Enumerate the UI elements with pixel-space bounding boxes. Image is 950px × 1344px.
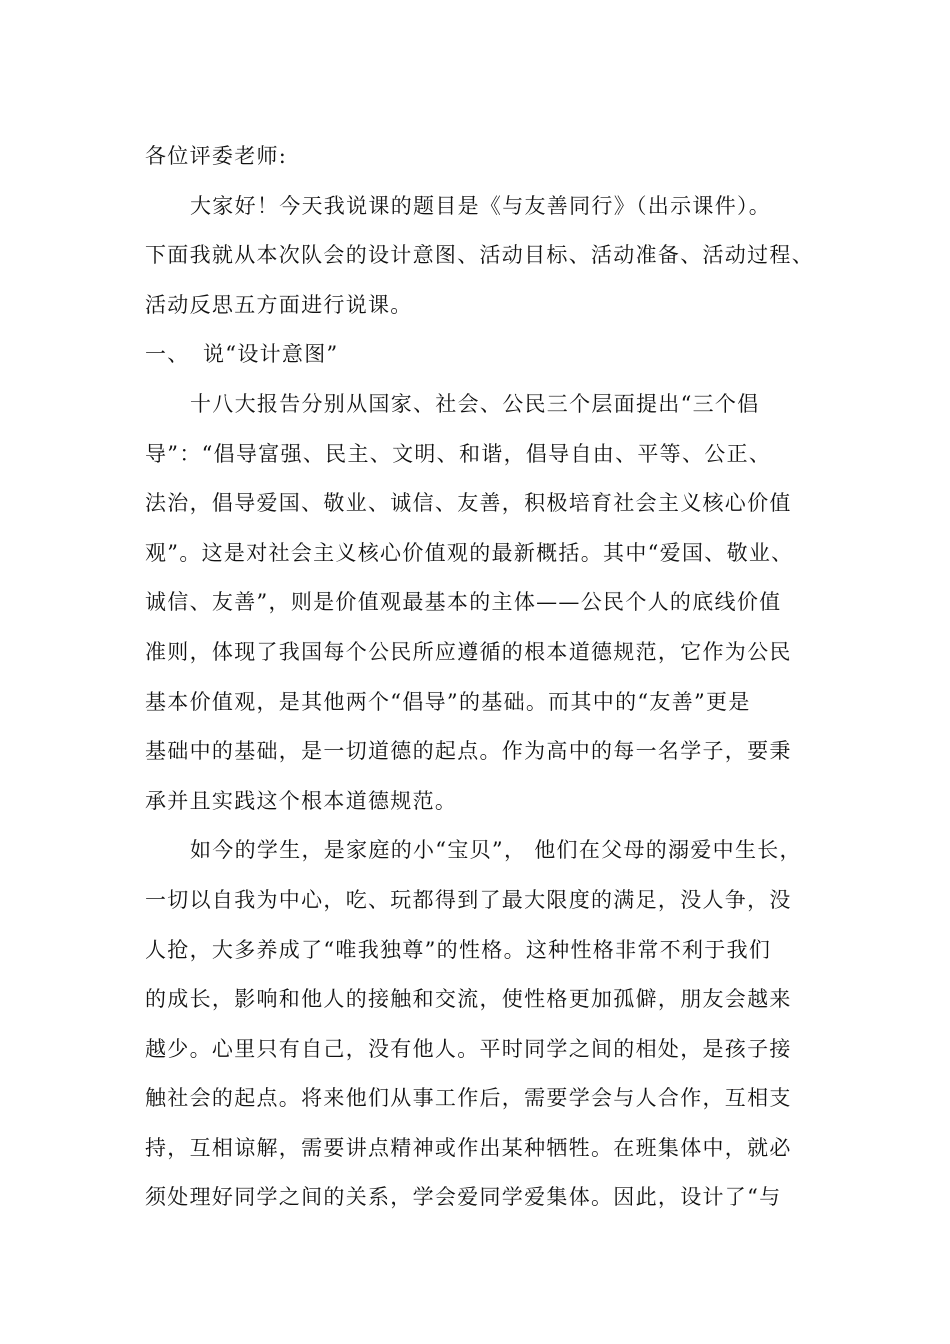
salutation: 各位评委老师: bbox=[145, 144, 288, 168]
paragraph-line: 基础中的基础，是一切道德的起点。作为高中的每一名学子，要秉 bbox=[145, 739, 792, 764]
paragraph-line: 诚信、友善”，则是价值观最基本的主体——公民个人的底线价值 bbox=[145, 590, 782, 615]
paragraph-line: 越少。心里只有自己，没有他人。平时同学之间的相处，是孩子接 bbox=[145, 1036, 792, 1061]
paragraph-line: 承并且实践这个根本道德规范。 bbox=[145, 788, 458, 813]
section-title: 说“设计意图” bbox=[203, 342, 339, 367]
paragraph-line: 基本价值观，是其他两个“倡导”的基础。而其中的“友善”更是 bbox=[145, 689, 751, 714]
intro-line: 活动反思五方面进行说课。 bbox=[145, 292, 413, 317]
paragraph-line: 导”：“倡导富强、民主、文明、和谐，倡导自由、平等、公正、 bbox=[145, 441, 772, 466]
paragraph-line: 一切以自我为中心，吃、玩都得到了最大限度的满足，没人争，没 bbox=[145, 887, 792, 912]
paragraph-line: 十八大报告分别从国家、社会、公民三个层面提出“三个倡 bbox=[190, 391, 760, 416]
intro-line: 下面我就从本次队会的设计意图、活动目标、活动准备、活动过程、 bbox=[145, 243, 814, 268]
paragraph-line: 观”。这是对社会主义核心价值观的最新概括。其中“爱国、敬业、 bbox=[145, 540, 794, 565]
paragraph-line: 须处理好同学之间的关系，学会爱同学爱集体。因此，设计了“与 bbox=[145, 1185, 782, 1210]
paragraph-line: 触社会的起点。将来他们从事工作后，需要学会与人合作，互相支 bbox=[145, 1086, 792, 1111]
paragraph-line: 持，互相谅解，需要讲点精神或作出某种牺牲。在班集体中，就必 bbox=[145, 1135, 792, 1160]
paragraph-students bbox=[145, 826, 825, 1223]
paragraph-line: 的成长，影响和他人的接触和交流，使性格更加孤僻，朋友会越来 bbox=[145, 987, 792, 1012]
paragraph-line: 准则，体现了我国每个公民所应遵循的根本道德规范，它作为公民 bbox=[145, 639, 792, 664]
document-body bbox=[145, 132, 825, 1223]
intro-line: 大家好！今天我说课的题目是《与友善同行》（出示课件）。 bbox=[190, 193, 772, 218]
paragraph-line: 如今的学生，是家庭的小“宝贝”， 他们在父母的溺爱中生长， bbox=[190, 838, 802, 863]
section-number: 一、 bbox=[145, 342, 190, 367]
intro-paragraph bbox=[145, 182, 825, 331]
paragraph-line: 法治，倡导爱国、敬业、诚信、友善，积极培育社会主义核心价值 bbox=[145, 491, 792, 516]
paragraph-design-intent bbox=[145, 380, 825, 826]
paragraph-line: 人抢，大多养成了“唯我独尊”的性格。这种性格非常不利于我们 bbox=[145, 937, 772, 962]
section-heading bbox=[145, 330, 825, 380]
